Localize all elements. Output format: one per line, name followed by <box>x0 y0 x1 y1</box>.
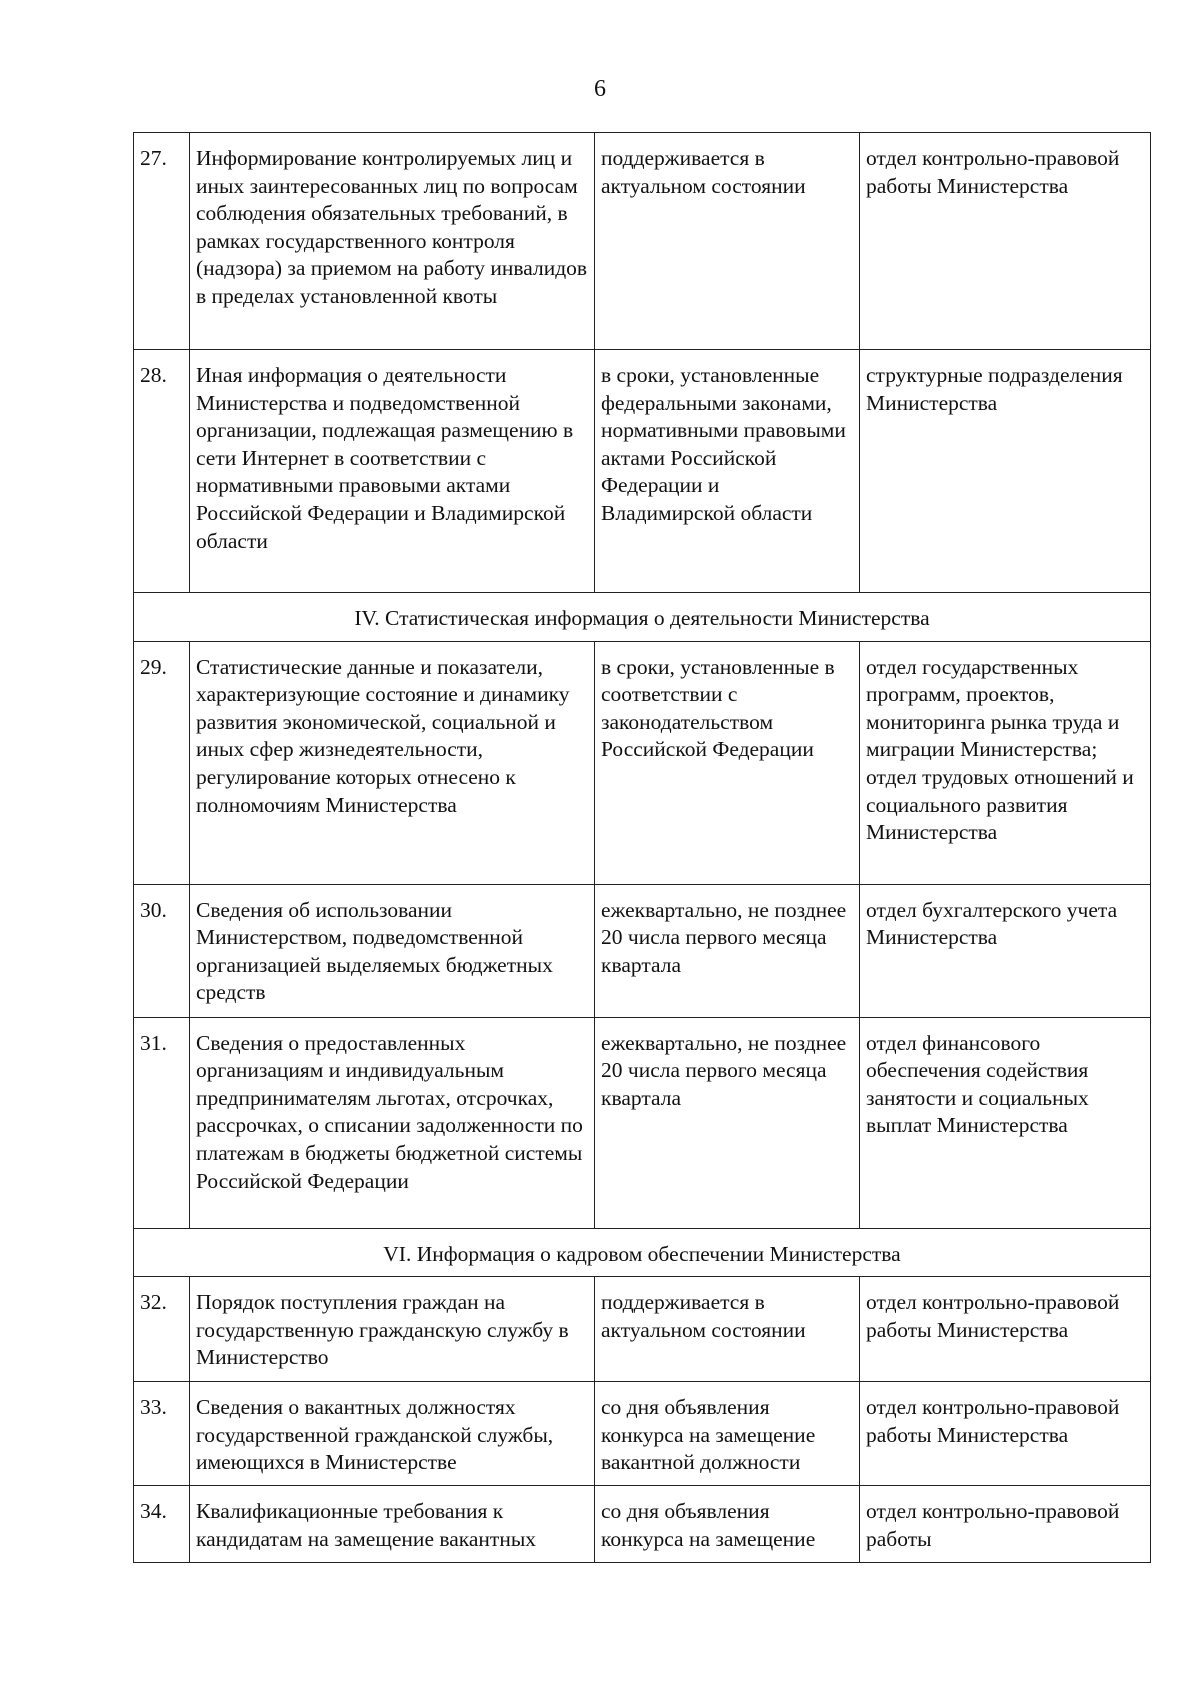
info-name-cell: Статистические данные и показатели, характеризующие состояние и динамику развития экономической, социальной и иных сфер жизнедеятельности, регулирование которых отнесено к полномочиям Министерства <box>190 641 595 884</box>
section-title: IV. Статистическая информация о деятельности Министерства <box>134 593 1151 642</box>
responsible-cell: отдел контрольно-правовой работы Министерства <box>860 1277 1151 1382</box>
row-number: 28. <box>134 350 190 593</box>
responsible-cell: отдел контрольно-правовой работы <box>860 1486 1151 1563</box>
term-cell: со дня объявления конкурса на замещение вакантной должности <box>595 1382 860 1486</box>
responsible-cell: отдел контрольно-правовой работы Министерства <box>860 133 1151 350</box>
section-header-row <box>134 593 1151 642</box>
row-number: 32. <box>134 1277 190 1382</box>
info-table <box>133 132 1151 1563</box>
table-row <box>134 1382 1151 1486</box>
responsible-cell: отдел финансового обеспечения содействия занятости и социальных выплат Министерства <box>860 1017 1151 1228</box>
table-row <box>134 884 1151 1017</box>
info-name-cell: Порядок поступления граждан на государственную гражданскую службу в Министерство <box>190 1277 595 1382</box>
section-title: VI. Информация о кадровом обеспечении Министерства <box>134 1228 1151 1277</box>
info-name-cell: Сведения об использовании Министерством, подведомственной организацией выделяемых бюджетных средств <box>190 884 595 1017</box>
table-row <box>134 133 1151 350</box>
info-name-cell: Сведения о вакантных должностях государственной гражданской службы, имеющихся в Министерстве <box>190 1382 595 1486</box>
term-cell: в сроки, установленные федеральными законами, нормативными правовыми актами Российской Федерации и Владимирской области <box>595 350 860 593</box>
table-row <box>134 1277 1151 1382</box>
responsible-cell: отдел контрольно-правовой работы Министерства <box>860 1382 1151 1486</box>
section-header-row <box>134 1228 1151 1277</box>
table-row <box>134 1017 1151 1228</box>
row-number: 29. <box>134 641 190 884</box>
term-cell: в сроки, установленные в соответствии с законодательством Российской Федерации <box>595 641 860 884</box>
info-name-cell: Информирование контролируемых лиц и иных заинтересованных лиц по вопросам соблюдения обязательных требований, в рамках государственного контроля (надзора) за приемом на работу инвалидов в пределах установленной квоты <box>190 133 595 350</box>
table-row <box>134 641 1151 884</box>
term-cell: поддерживается в актуальном состоянии <box>595 1277 860 1382</box>
table-row <box>134 1486 1151 1563</box>
table-row <box>134 350 1151 593</box>
row-number: 33. <box>134 1382 190 1486</box>
term-cell: со дня объявления конкурса на замещение <box>595 1486 860 1563</box>
responsible-cell: отдел государственных программ, проектов, мониторинга рынка труда и миграции Министерства; отдел трудовых отношений и социального развития Министерства <box>860 641 1151 884</box>
row-number: 27. <box>134 133 190 350</box>
row-number: 34. <box>134 1486 190 1563</box>
page-number: 6 <box>594 76 606 102</box>
term-cell: поддерживается в актуальном состоянии <box>595 133 860 350</box>
term-cell: ежеквартально, не позднее 20 числа первого месяца квартала <box>595 884 860 1017</box>
info-name-cell: Иная информация о деятельности Министерства и подведомственной организации, подлежащая размещению в сети Интернет в соответствии с нормативными правовыми актами Российской Федерации и Владимирской области <box>190 350 595 593</box>
info-name-cell: Квалификационные требования к кандидатам на замещение вакантных <box>190 1486 595 1563</box>
row-number: 30. <box>134 884 190 1017</box>
term-cell: ежеквартально, не позднее 20 числа первого месяца квартала <box>595 1017 860 1228</box>
responsible-cell: отдел бухгалтерского учета Министерства <box>860 884 1151 1017</box>
responsible-cell: структурные подразделения Министерства <box>860 350 1151 593</box>
info-name-cell: Сведения о предоставленных организациям и индивидуальным предпринимателям льготах, отсрочках, рассрочках, о списании задолженности по платежам в бюджеты бюджетной системы Российской Федерации <box>190 1017 595 1228</box>
row-number: 31. <box>134 1017 190 1228</box>
